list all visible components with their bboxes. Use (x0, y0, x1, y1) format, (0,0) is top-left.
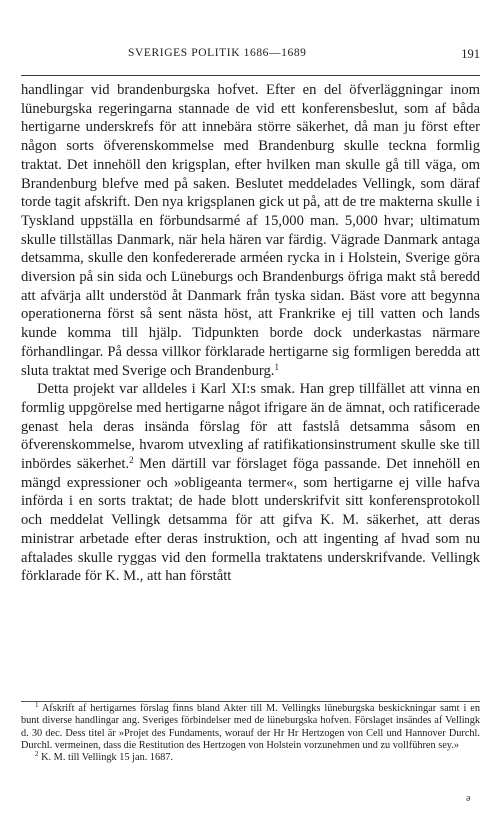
page-number: 191 (461, 47, 480, 61)
footnote-reference-1: 1 (274, 361, 279, 372)
body-text (21, 81, 480, 586)
paragraph-2-text-b: Men därtill var förslaget föga passande. Det innehöll en mängd expressioner och »obligeanta termer«, som hertigarne ej ville hafva införda i en sorts traktat; de hade blott underskrifvit sitt konferensprotokoll och meddelat Vellingk detsamma för att gifva K. M. säkerhet, att deras ministrar arbetade efter deras instruktion, och att ingenting af hvad som nu aftalades skulle ryggas vid den formella traktatens underskrifvande. Vellingk förklarade för K. M., att han förstått (21, 456, 480, 585)
footnote-rule (21, 701, 480, 702)
paragraph-1-text: handlingar vid brandenburgska hofvet. Efter en del öfverläggningar inom lüneburgska regeringarna stannade de vid ett konferensbeslut, som af båda hertigarne underskrefs för att innebära större säkerhet, då man ju först efter någon sorts öfverenskommelse med Brandenburg skulle teckna formlig traktat. Det innehöll den krigsplan, efter hvilken man skulle gå till väga, om Brandenburg blefve med på saken. Beslutet meddelades Vellingk, som däraf torde tagit afskrift. Den nya krigsplanen gick ut på, att de tre makterna skulle i Tyskland uppställa en förbundsarmé af 15,000 man. 5,000 hvar; ultimatum skulle tillställas Danmark, när hela hären var färdig. Vägrade Danmark antaga detsamma, skulle den konfedererade arméen rycka in i Holstein, Sverige göra diversion på sin sida och Lüneburgs och Brandenburgs öfriga makt stå beredd att afvärja allt understöd åt Danmark från tyska sidan. Bäst vore att begynna operationerna först så sent nästa höst, att Frankrike ej till vatten och lands kunde komma till hjälp. Tidpunkten borde dock underkastas närmare förhandlingar. På dessa villkor förklarade hertigarne sig formligen beredda att sluta traktat med Sverige och Brandenburg. (21, 82, 480, 379)
header-rule (21, 75, 480, 76)
footnote-1-mark: 1 (35, 701, 39, 709)
footnotes (21, 703, 480, 764)
footnote-1 (21, 703, 480, 752)
footnote-reference-2: 2 (129, 455, 134, 466)
margin-mark: ǝ (466, 793, 471, 804)
footnote-2-mark: 2 (35, 750, 39, 759)
running-title: SVERIGES POLITIK 1686—1689 (128, 47, 307, 59)
footnote-2 (21, 752, 480, 764)
paragraph-2-text-a: Detta projekt var alldeles i Karl XI:s smak. Han grep tillfället att vinna en formlig uppgörelse med hertigarne något ifrigare än de ämnat, och ratificerade genast hela deras insända förslag för att fastslå detsamma såsom en öfverenskommelse, hvarom utvexling af ratifikationsinstrument skulle ske till inbördes säkerhet. (21, 381, 480, 473)
book-page (21, 0, 480, 835)
paragraph-2 (21, 380, 480, 586)
footnote-1-text: Afskrift af hertigarnes förslag finns bland Akter till M. Vellingks lüneburgska beskickningar samt i en bunt diverse handlingar ang. Sveriges förbindelser med de lüneburgska hofven. Förslaget insändes af Vellingk d. 30 dec. Dess titel är »Projet des Fundaments, worauf der Hr Hr Hertzogen von Cell und Hannover Durchl. Durchl. vermeinen, dass die Restitution des Hertzogen von Holstein vorzunehmen und zu vollführen sey.» (21, 703, 480, 751)
footnote-2-text: K. M. till Vellingk 15 jan. 1687. (38, 752, 174, 764)
paragraph-1 (21, 81, 480, 380)
running-head (21, 47, 480, 67)
